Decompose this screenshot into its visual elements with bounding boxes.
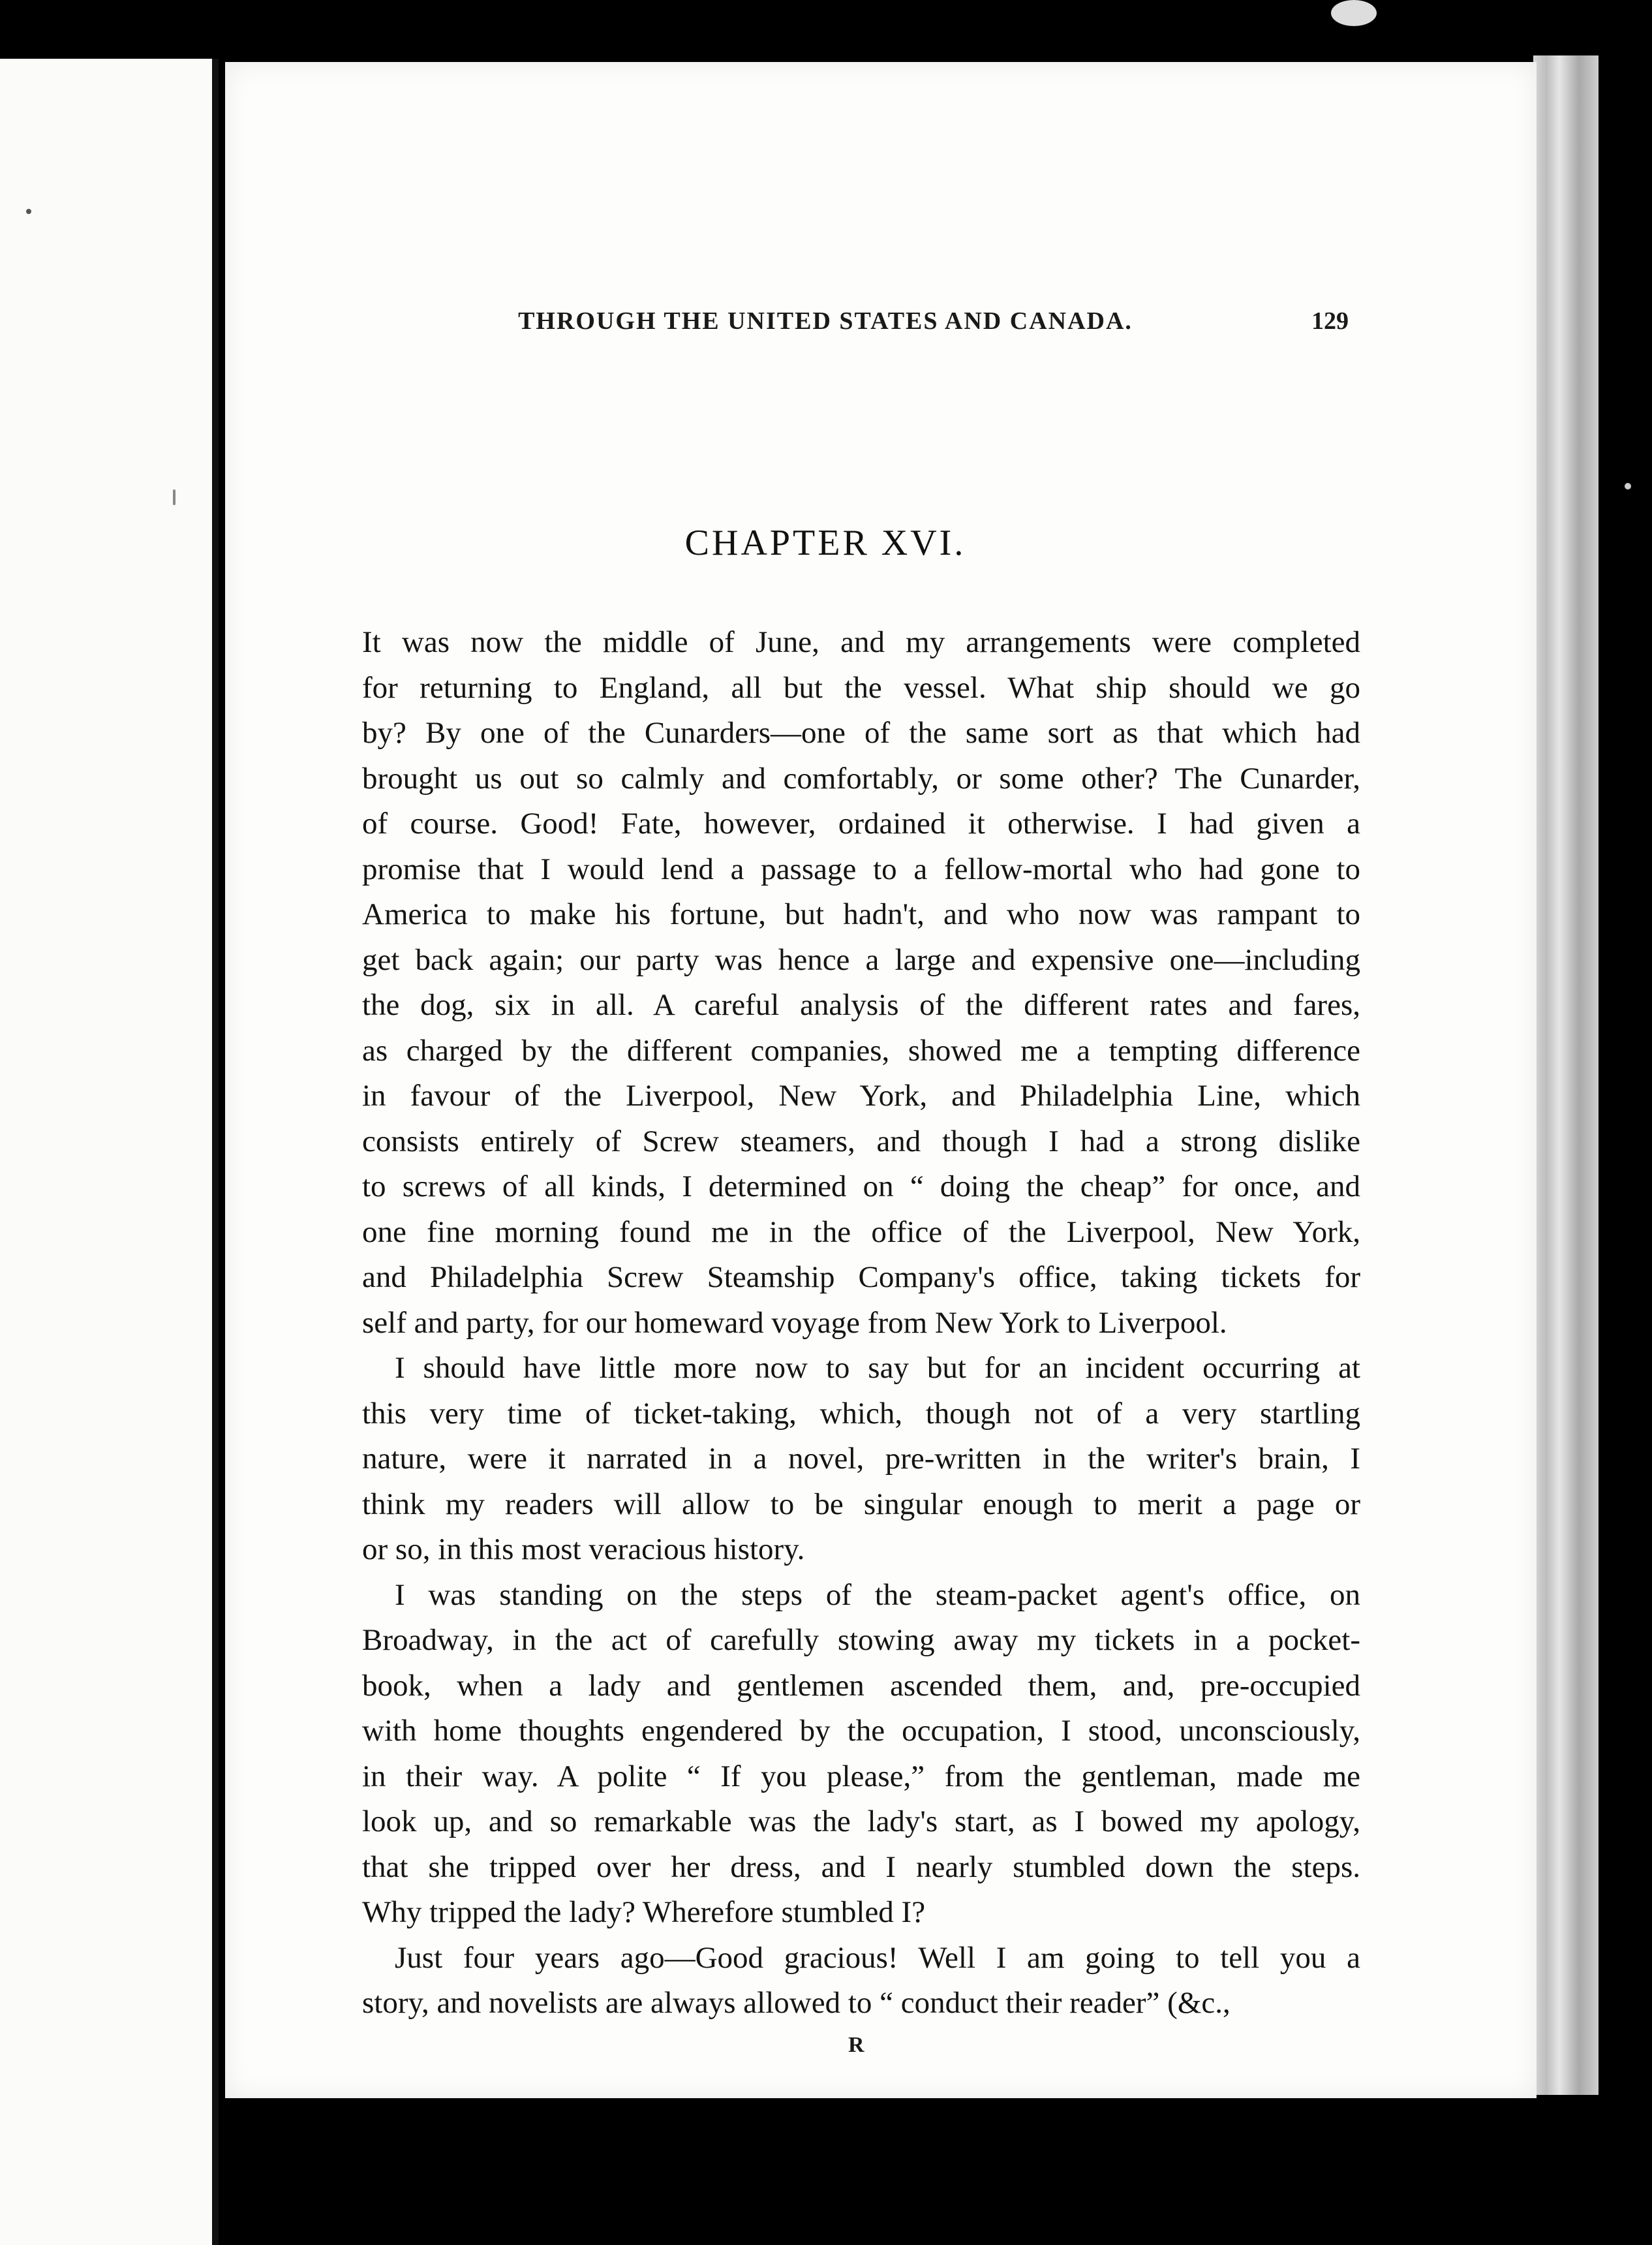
running-head: THROUGH THE UNITED STATES AND CANADA. xyxy=(518,307,1133,335)
chapter-title: CHAPTER XVI. xyxy=(684,523,966,563)
text-line: in favour of the Liverpool, New York, and Philadelphia Line, which xyxy=(362,1079,1360,1113)
speck xyxy=(173,489,176,505)
text-line: one fine morning found me in the office of the Liverpool, New York, xyxy=(362,1215,1360,1249)
text-line: look up, and so remarkable was the lady's start, as I bowed my apology, xyxy=(362,1804,1360,1838)
page-number: 129 xyxy=(1311,307,1349,335)
text-line: Just four years ago—Good gracious! Well I am going to tell you a xyxy=(395,1940,1360,1975)
speck xyxy=(26,209,31,214)
text-line: for returning to England, all but the vessel. What ship should we go xyxy=(362,670,1360,705)
text-line: I should have little more now to say but for an incident occurring at xyxy=(395,1351,1360,1385)
text-line: the dog, six in all. A careful analysis of the different rates and fares, xyxy=(362,988,1360,1022)
text-line: with home thoughts engendered by the occupation, I stood, unconsciously, xyxy=(362,1714,1360,1748)
text-line: Broadway, in the act of carefully stowing away my tickets in a pocket- xyxy=(362,1623,1360,1657)
left-page xyxy=(0,59,219,2245)
text-line: this very time of ticket-taking, which, though not of a very startling xyxy=(362,1396,1360,1431)
text-line: I was standing on the steps of the steam-packet agent's office, on xyxy=(395,1577,1360,1612)
text-line: book, when a lady and gentlemen ascended them, and, pre-occupied xyxy=(362,1668,1360,1703)
text-line: by? By one of the Cunarders—one of the same sort as that which had xyxy=(362,716,1360,750)
text-line: get back again; our party was hence a large and expensive one—including xyxy=(362,942,1360,977)
text-line: promise that I would lend a passage to a fellow-mortal who had gone to xyxy=(362,852,1360,886)
text-line: and Philadelphia Screw Steamship Company's office, taking tickets for xyxy=(362,1260,1360,1294)
text-line: as charged by the different companies, showed me a tempting difference xyxy=(362,1033,1360,1068)
text-line: nature, were it narrated in a novel, pre-written in the writer's brain, I xyxy=(362,1442,1360,1476)
signature-mark: R xyxy=(848,2033,864,2057)
text-line: brought us out so calmly and comfortably, or some other? The Cunarder, xyxy=(362,761,1360,796)
text-line: America to make his fortune, but hadn't, and who now was rampant to xyxy=(362,897,1360,931)
text-line: that she tripped over her dress, and I nearly stumbled down the steps. xyxy=(362,1850,1360,1884)
body-text xyxy=(362,620,1360,2026)
text-line: consists entirely of Screw steamers, and though I had a strong dislike xyxy=(362,1124,1360,1158)
text-line: think my readers will allow to be singular enough to merit a page or xyxy=(362,1487,1360,1521)
speck xyxy=(1331,0,1377,26)
text-line: to screws of all kinds, I determined on “ doing the cheap” for once, and xyxy=(362,1169,1360,1203)
page-edge xyxy=(1533,55,1598,2095)
text-line: story, and novelists are always allowed to “ conduct their reader” (&c., xyxy=(362,1986,1231,2020)
text-line: or so, in this most veracious history. xyxy=(362,1532,805,1566)
text-line: Why tripped the lady? Wherefore stumbled I? xyxy=(362,1895,926,1929)
text-line: self and party, for our homeward voyage from New York to Liverpool. xyxy=(362,1305,1227,1340)
text-line: in their way. A polite “ If you please,” from the gentleman, made me xyxy=(362,1759,1360,1793)
text-line: of course. Good! Fate, however, ordained it otherwise. I had given a xyxy=(362,807,1360,841)
text-line: It was now the middle of June, and my arrangements were completed xyxy=(362,625,1360,659)
speck xyxy=(1625,483,1631,489)
